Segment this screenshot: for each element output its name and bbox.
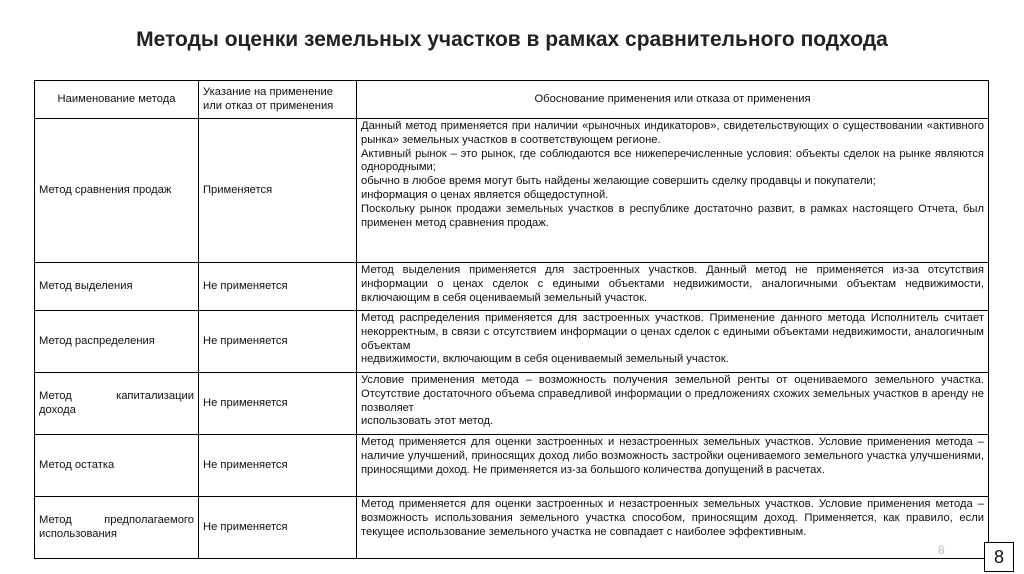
- method-name: [35, 497, 199, 559]
- method-justification: [357, 311, 989, 373]
- method-name-word: Метод: [39, 513, 72, 526]
- table-row: [35, 263, 989, 311]
- method-name-word: дохода: [39, 403, 76, 416]
- method-name-word: использования: [39, 527, 117, 540]
- justification-line: информация о ценах является общедоступной.: [361, 188, 609, 201]
- method-status: Не применяется: [199, 373, 357, 435]
- page-watermark: 8: [938, 543, 945, 557]
- justification-line: обычно в любое время могут быть найдены желающие совершить сделку продавцы и покупатели;: [361, 175, 876, 188]
- justification-line: Активный рынок – это рынок, где соблюдаются все нижеперечисленные условия: объекты сделок на рынке являются однородными;: [361, 147, 984, 174]
- method-justification: [357, 435, 989, 497]
- method-name: [35, 373, 199, 435]
- table-row: [35, 373, 989, 435]
- justification-line: Метод применяется для оценки застроенных и незастроенных земельных участков. Условие применения метода – возможность использования земельного участка способом, приносящим доход. Применяется, как правило, если текущее использование земельного участка не совпадает с наиболее эффективным.: [361, 498, 984, 538]
- slide-number: 8: [984, 542, 1014, 572]
- methods-table: [34, 80, 989, 559]
- header-application: Указание на применение или отказ от применения: [199, 81, 357, 119]
- page-title: Методы оценки земельных участков в рамках сравнительного подхода: [136, 28, 888, 51]
- method-status: Не применяется: [199, 497, 357, 559]
- justification-line: Метод распределения применяется для застроенных участков. Применение данного метода Исполнитель считает некорректным, в связи с отсутствием информации о ценах сделок с едиными объектами недвижимости, аналогичным объектам: [361, 312, 984, 352]
- method-justification: [357, 373, 989, 435]
- method-name: Метод остатка: [35, 435, 199, 497]
- justification-line: Метод выделения применяется для застроенных участков. Данный метод не применяется из-за отсутствия информации о ценах сделок с едиными объектами недвижимости, аналогичными объектам недвижимости, включающим в себя оцениваемый земельный участок.: [361, 264, 984, 304]
- method-justification: [357, 263, 989, 311]
- header-justification: Обоснование применения или отказа от применения: [357, 81, 989, 119]
- method-justification: [357, 497, 989, 559]
- header-method-name: Наименование метода: [35, 81, 199, 119]
- justification-line: Поскольку рынок продажи земельных участков в республике достаточно развит, в рамках настоящего Отчета, был применен метод сравнения продаж.: [361, 202, 984, 229]
- method-name: Метод распределения: [35, 311, 199, 373]
- method-name-word: капитализации: [116, 389, 194, 402]
- table-header-row: [35, 81, 989, 119]
- method-status: Не применяется: [199, 263, 357, 311]
- method-status: Не применяется: [199, 435, 357, 497]
- table-row: [35, 311, 989, 373]
- method-justification: [357, 119, 989, 263]
- justification-line: недвижимости, включающим в себя оцениваемый земельный участок.: [361, 353, 729, 366]
- method-name: Метод выделения: [35, 263, 199, 311]
- table-row: [35, 435, 989, 497]
- table-row: [35, 119, 989, 263]
- justification-line: Условие применения метода – возможность получения земельной ренты от оцениваемого земельного участка. Отсутствие достаточного объема справедливой информации о предложениях схожих земельных участков в аренду не позволяет: [361, 374, 984, 414]
- justification-line: Данный метод применяется при наличии «рыночных индикаторов», свидетельствующих о существовании «активного рынка» земельных участков в соответствующем регионе.: [361, 120, 984, 146]
- method-status: Не применяется: [199, 311, 357, 373]
- table-row: [35, 497, 989, 559]
- justification-line: Метод применяется для оценки застроенных и незастроенных земельных участков. Условие применения метода – наличие улучшений, приносящих доход либо возможность застройки оцениваемого земельного участка улучшениями, приносящими доход. Не применяется из-за большого количества допущений в расчетах.: [361, 436, 984, 476]
- method-name-word: Метод: [39, 389, 72, 402]
- justification-line: использовать этот метод.: [361, 415, 494, 428]
- method-status: Применяется: [199, 119, 357, 263]
- method-name-word: предполагаемого: [104, 513, 194, 526]
- method-name: Метод сравнения продаж: [35, 119, 199, 263]
